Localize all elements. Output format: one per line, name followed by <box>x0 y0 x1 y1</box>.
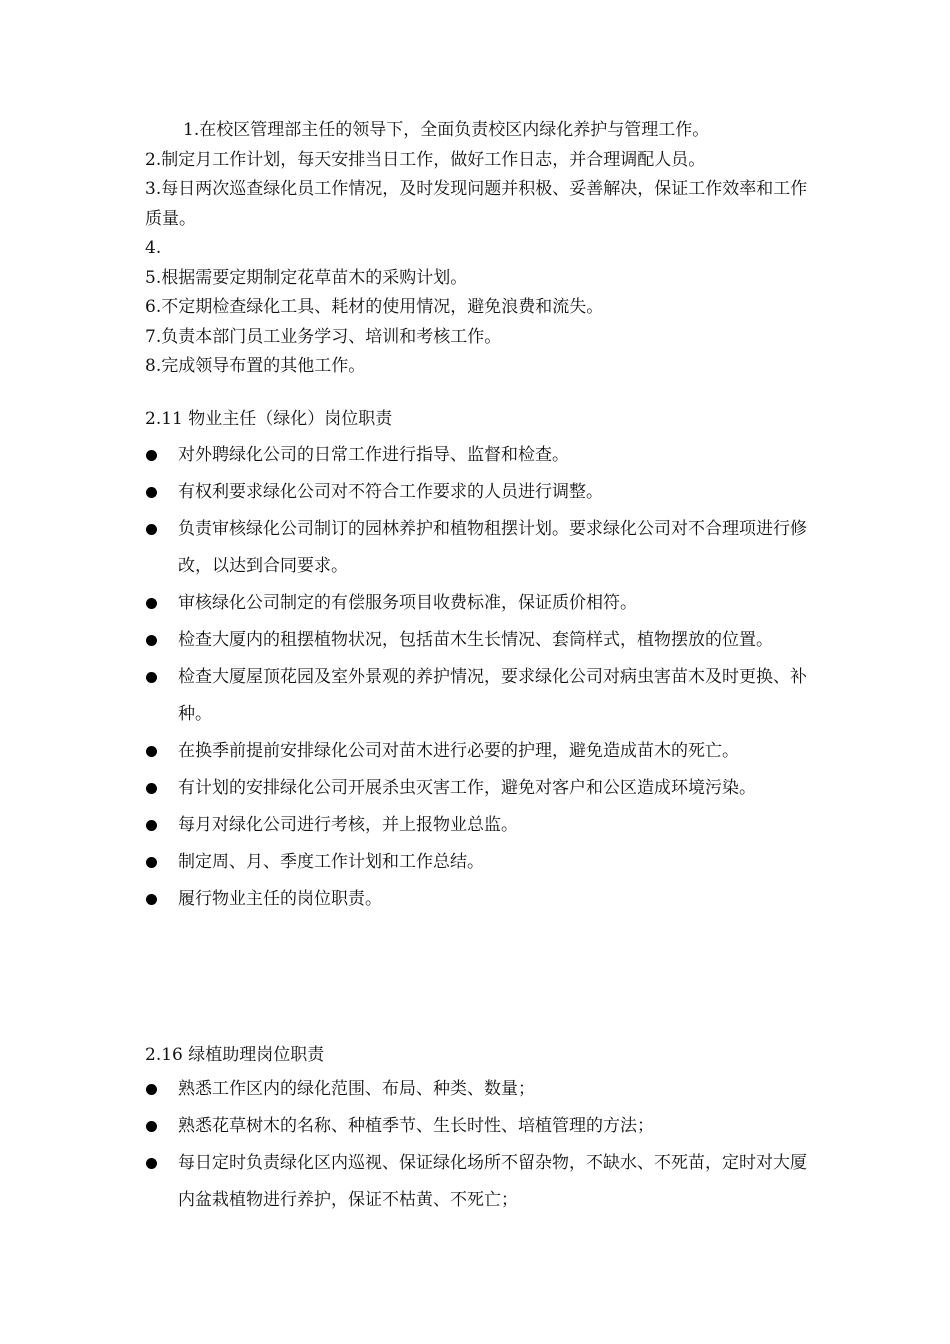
list-item <box>145 1108 810 1145</box>
numbered-item: 1.在校区管理部主任的领导下，全面负责校区内绿化养护与管理工作。 <box>183 120 710 140</box>
list-item-text: 每月对绿化公司进行考核，并上报物业总监。 <box>178 815 518 835</box>
list-item-text: 对外聘绿化公司的日常工作进行指导、监督和检查。 <box>178 445 569 465</box>
section-heading-2-16: 2.16 绿植助理岗位职责 <box>145 1045 325 1065</box>
bullet-dot-icon <box>146 672 157 683</box>
bullet-dot-icon <box>146 857 157 868</box>
numbered-item: 5.根据需要定期制定花草苗木的采购计划。 <box>145 267 468 288</box>
numbered-duty-list <box>145 116 815 382</box>
list-item-text: 每日定时负责绿化区内巡视、保证绿化场所不留杂物，不缺水、不死苗，定时对大厦内盆栽植物进行养护，保证不枯黄、不死亡； <box>178 1153 807 1210</box>
list-item <box>145 437 810 474</box>
list-item <box>145 659 810 733</box>
list-item <box>145 807 810 844</box>
bullet-dot-icon <box>146 1084 157 1095</box>
bullet-dot-icon <box>146 746 157 757</box>
list-item-text: 熟悉工作区内的绿化范围、布局、种类、数量； <box>178 1079 535 1099</box>
numbered-item: 8.完成领导布置的其他工作。 <box>145 356 366 376</box>
list-item <box>145 1071 810 1108</box>
list-item-text: 在换季前提前安排绿化公司对苗木进行必要的护理，避免造成苗木的死亡。 <box>178 741 739 761</box>
bullet-dot-icon <box>146 635 157 646</box>
bullet-dot-icon <box>146 1158 157 1169</box>
numbered-item: 6.不定期检查绿化工具、耗材的使用情况，避免浪费和流失。 <box>145 297 604 317</box>
list-item-text: 负责审核绿化公司制订的园林养护和植物租摆计划。要求绿化公司对不合理项进行修改，以达到合同要求。 <box>178 519 807 576</box>
list-item-text: 检查大厦屋顶花园及室外景观的养护情况，要求绿化公司对病虫害苗木及时更换、补种。 <box>178 667 807 724</box>
bullet-dot-icon <box>146 820 157 831</box>
numbered-item: 4. <box>145 238 162 258</box>
list-item-text: 有权利要求绿化公司对不符合工作要求的人员进行调整。 <box>178 482 603 502</box>
bullet-dot-icon <box>146 598 157 609</box>
list-item <box>145 474 810 511</box>
bullet-list-2-16 <box>145 1071 810 1219</box>
bullet-dot-icon <box>146 487 157 498</box>
bullet-dot-icon <box>146 1121 157 1132</box>
bullet-list-2-11 <box>145 437 810 918</box>
section-heading-2-11: 2.11 物业主任（绿化）岗位职责 <box>145 409 393 429</box>
list-item-text: 检查大厦内的租摆植物状况，包括苗木生长情况、套筒样式，植物摆放的位置。 <box>178 630 773 650</box>
list-item <box>145 881 810 918</box>
bullet-dot-icon <box>146 524 157 535</box>
numbered-item: 3.每日两次巡查绿化员工作情况，及时发现问题并积极、妥善解决，保证工作效率和工作质量。 <box>145 179 808 229</box>
bullet-dot-icon <box>146 894 157 905</box>
numbered-item: 2.制定月工作计划，每天安排当日工作，做好工作日志，并合理调配人员。 <box>145 149 706 170</box>
list-item <box>145 585 810 622</box>
list-item-text: 审核绿化公司制定的有偿服务项目收费标准，保证质价相符。 <box>178 593 637 613</box>
list-item-text: 履行物业主任的岗位职责。 <box>178 889 382 909</box>
list-item <box>145 1145 810 1219</box>
bullet-dot-icon <box>146 783 157 794</box>
bullet-dot-icon <box>146 450 157 461</box>
list-item <box>145 622 810 659</box>
list-item <box>145 511 810 585</box>
numbered-item: 7.负责本部门员工业务学习、培训和考核工作。 <box>145 326 502 347</box>
list-item <box>145 733 810 770</box>
list-item <box>145 844 810 881</box>
list-item-text: 熟悉花草树木的名称、种植季节、生长时性、培植管理的方法； <box>178 1116 654 1136</box>
list-item-text: 有计划的安排绿化公司开展杀虫灭害工作，避免对客户和公区造成环境污染。 <box>178 778 756 798</box>
list-item <box>145 770 810 807</box>
list-item-text: 制定周、月、季度工作计划和工作总结。 <box>178 852 484 872</box>
